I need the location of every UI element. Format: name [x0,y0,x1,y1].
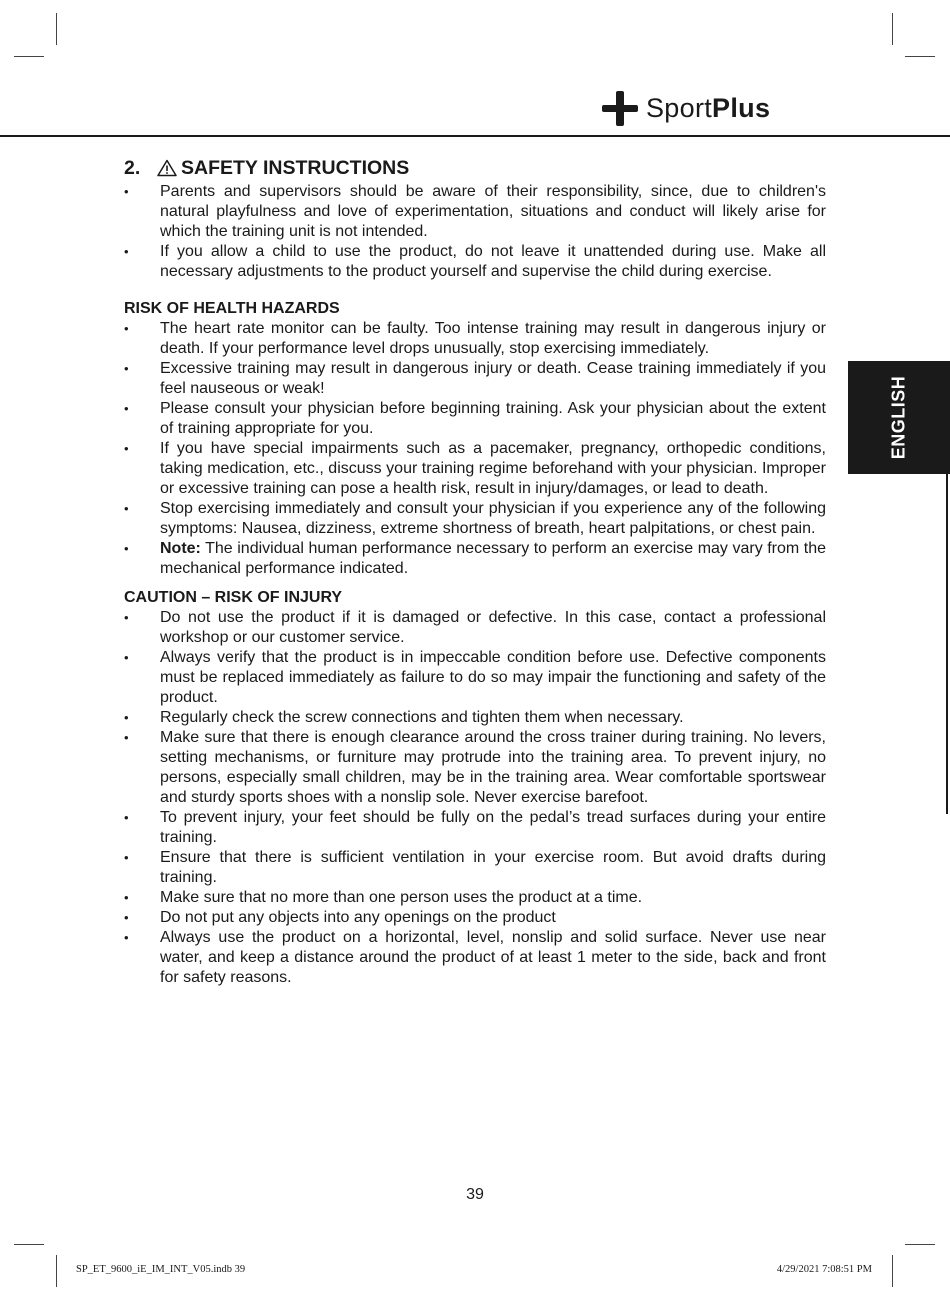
language-tab-label: ENGLISH [888,375,909,460]
note-label: Note: [160,540,201,557]
section-number: 2. [124,157,141,179]
crop-mark [56,1255,57,1287]
list-item: • To prevent injury, your feet should be fully on the pedal’s tread surfaces during your entire training. [124,809,826,846]
list-item: • If you allow a child to use the product, do not leave it unattended during use. Make all necessary adjustments to the product yourself and supervise the child during exercise. [124,243,826,280]
list-item: • Always use the product on a horizontal, level, nonslip and solid surface. Never use near water, and keep a distance around the product of at least 1 meter to the side, back and front for safety reasons. [124,929,826,986]
list-item: • Parents and supervisors should be aware of their responsibility, since, due to children's natural playfulness and love of experimentation, situations and conduct will likely arise for which the training unit is not intended. [124,183,826,240]
crop-mark [892,13,893,45]
crop-mark [905,1244,935,1245]
page-number: 39 [466,1186,484,1203]
section-heading: SAFETY INSTRUCTIONS [181,157,410,179]
injury-heading: CAUTION – RISK OF INJURY [124,589,343,606]
list-item: • Do not put any objects into any openings on the product [124,909,556,926]
sportplus-logo-icon [602,89,640,127]
injury-list [124,608,826,988]
list-item: • If you have special impairments such as a pacemaker, pregnancy, orthopedic conditions, taking medication, etc., discuss your training regime beforehand with your physician. Improper or excessive training can pose a health risk, result in injury/damages, or lead to death. [124,440,826,497]
list-item: • Always verify that the product is in impeccable condition before use. Defective components must be replaced immediately as failure to do so may impair the functioning and safety of the product. [124,649,826,706]
section-title [124,156,826,180]
health-list [124,319,826,579]
main-content [124,156,826,988]
list-item: • Make sure that there is enough clearance around the cross trainer during training. No levers, setting mechanisms, or furniture may protrude into the training area. To prevent injury, no persons, especially small children, may be in the training area. Wear comfortable sportswear and sturdy sports shoes with a nonslip sole. Never exercise barefoot. [124,729,826,806]
list-item: • Note: The individual human performance necessary to perform an exercise may vary from the mechanical performance indicated. [124,540,826,577]
warning-triangle-icon [157,159,177,177]
list-item: • Please consult your physician before beginning training. Ask your physician about the extent of training appropriate for you. [124,400,826,437]
list-item: • Ensure that there is sufficient ventilation in your exercise room. But avoid drafts during training. [124,849,826,886]
header-rule [0,135,950,137]
list-item: • Do not use the product if it is damaged or defective. In this case, contact a professional workshop or our customer service. [124,609,826,646]
list-item: • Make sure that no more than one person uses the product at a time. [124,889,643,906]
list-item: • Excessive training may result in dangerous injury or death. Cease training immediately if you feel nauseous or weak! [124,360,826,397]
footer-file-info: SP_ET_9600_iE_IM_INT_V05.indb 39 [76,1264,246,1275]
crop-mark [905,56,935,57]
side-rule [946,474,948,814]
list-item: • The heart rate monitor can be faulty. Too intense training may result in dangerous injury or death. If your performance level drops unusually, stop exercising immediately. [124,320,826,357]
brand-name-thin: Sport [646,92,713,123]
health-heading: RISK OF HEALTH HAZARDS [124,300,340,317]
brand-name-bold: Plus [712,92,771,123]
language-tab [848,361,950,474]
crop-mark [892,1255,893,1287]
list-item: • Regularly check the screw connections and tighten them when necessary. [124,709,684,726]
brand-logo [602,88,770,128]
list-item: • Stop exercising immediately and consult your physician if you experience any of the following symptoms: Nausea, dizziness, extreme shortness of breath, heart palpitations, or chest pain. [124,500,826,537]
intro-list [124,182,826,282]
crop-mark [14,1244,44,1245]
crop-mark [56,13,57,45]
footer-timestamp: 4/29/2021 7:08:51 PM [776,1264,872,1275]
brand-name [646,93,770,124]
crop-mark [14,56,44,57]
